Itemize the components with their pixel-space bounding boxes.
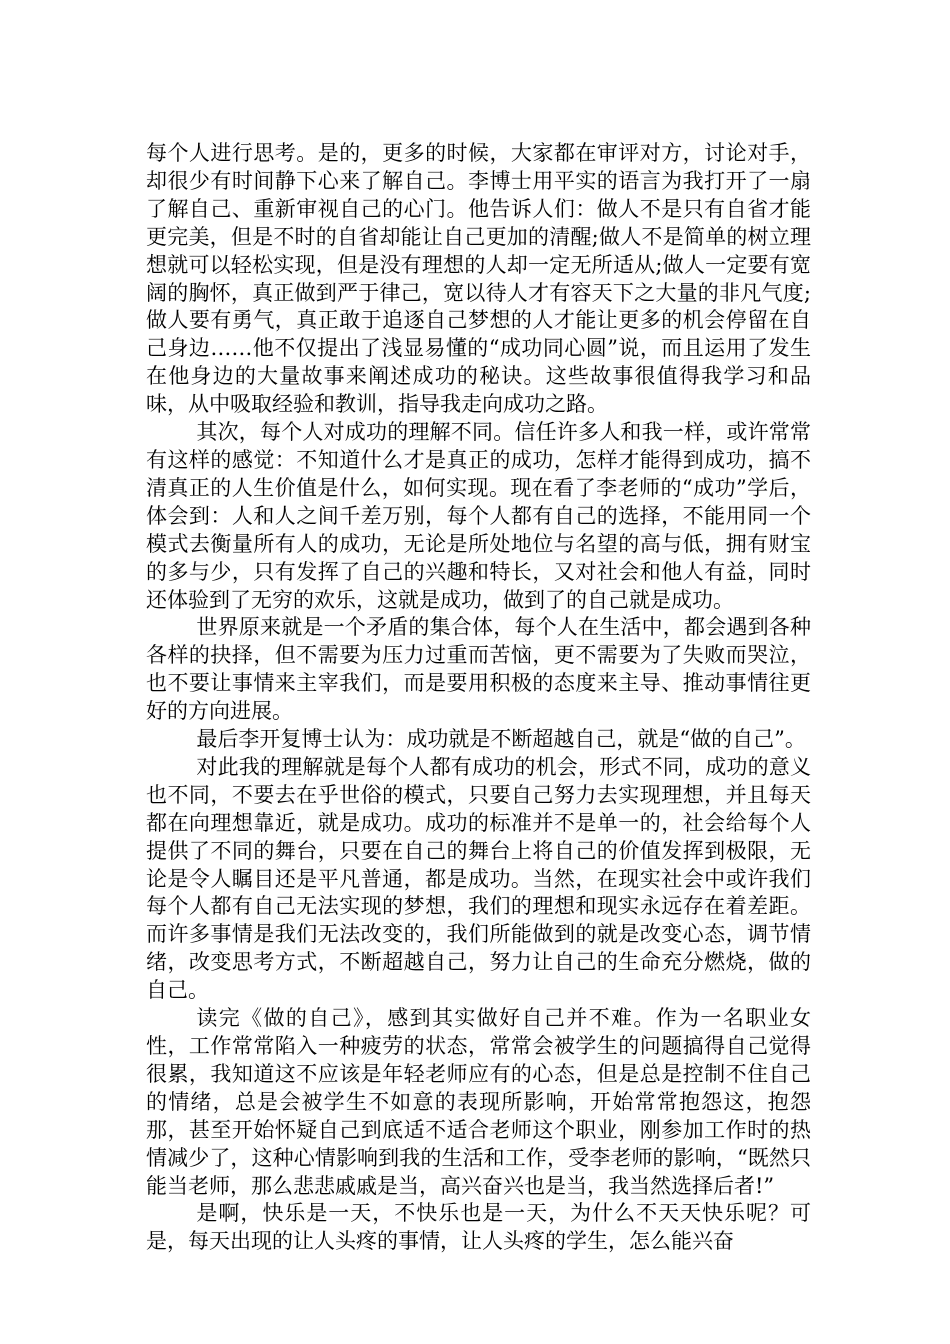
paragraph-2: 其次，每个人对成功的理解不同。信任许多人和我一样，或许常常有这样的感觉：不知道什么才是真正的成功，怎样才能得到成功，搞不清真正的人生价值是什么，如何实现。现在看了李老师的“成功”学后，体会到：人和人之间千差万别，每个人都有自己的选择，不能用同一个模式去衡量所有人的成功，无论是所处地位与名望的高与低，拥有财宝的多与少，只有发挥了自己的兴趣和特长，又对社会和他人有益，同时还体验到了无穷的欢乐，这就是成功，做到了的自己就是成功。 (146, 420, 811, 612)
paragraph-5: 对此我的理解就是每个人都有成功的机会，形式不同，成功的意义也不同，不要去在乎世俗的模式，只要自己努力去实现理想，并且每天都在向理想靠近，就是成功。成功的标准并不是单一的，社会给每个人提供了不同的舞台，只要在自己的舞台上将自己的价值发挥到极限，无论是令人瞩目还是平凡普通，都是成功。当然，在现实社会中或许我们每个人都有自己无法实现的梦想，我们的理想和现实永远存在着差距。而许多事情是我们无法改变的，我们所能做到的就是改变心态，调节情绪，改变思考方式，不断超越自己，努力让自己的生命充分燃烧，做的自己。 (146, 754, 811, 1003)
paragraph-3: 世界原来就是一个矛盾的集合体，每个人在生活中，都会遇到各种各样的抉择，但不需要为压力过重而苦恼，更不需要为了失败而哭泣，也不要让事情来主宰我们，而是要用积极的态度来主导、推动事情往更好的方向进展。 (146, 615, 811, 724)
document-body (146, 140, 811, 1256)
paragraph-7: 是啊，快乐是一天，不快乐也是一天，为什么不天天快乐呢？可是，每天出现的让人头疼的事情，让人头疼的学生，怎么能兴奋 (146, 1201, 811, 1254)
paragraph-1: 每个人进行思考。是的，更多的时候，大家都在审评对方，讨论对手，却很少有时间静下心来了解自己。李博士用平实的语言为我打开了一扇了解自己、重新审视自己的心门。他告诉人们：做人不是只有自省才能更完美，但是不时的自省却能让自己更加的清醒;做人不是简单的树立理想就可以轻松实现，但是没有理想的人却一定无所适从;做人一定要有宽阔的胸怀，真正做到严于律己，宽以待人才有容天下之大量的非凡气度;做人要有勇气，真正敢于追逐自己梦想的人才能让更多的机会停留在自己身边……他不仅提出了浅显易懂的“成功同心圆”说，而且运用了发生在他身边的大量故事来阐述成功的秘诀。这些故事很值得我学习和品味，从中吸取经验和教训，指导我走向成功之路。 (146, 141, 811, 417)
paragraph-6: 读完《做的自己》，感到其实做好自己并不难。作为一名职业女性，工作常常陷入一种疲劳的状态，常常会被学生的问题搞得自己觉得很累，我知道这不应该是年轻老师应有的心态，但是总是控制不住自己的情绪，总是会被学生不如意的表现所影响，开始常常抱怨这，抱怨那，甚至开始怀疑自己到底适不适合老师这个职业，刚参加工作时的热情减少了，这种心情影响到我的生活和工作，受李老师的影响，“既然只能当老师，那么悲悲戚戚是当，高兴奋兴也是当，我当然选择后者!” (146, 1006, 811, 1198)
paragraph-4: 最后李开复博士认为：成功就是不断超越自己，就是“做的自己”。 (196, 727, 806, 752)
